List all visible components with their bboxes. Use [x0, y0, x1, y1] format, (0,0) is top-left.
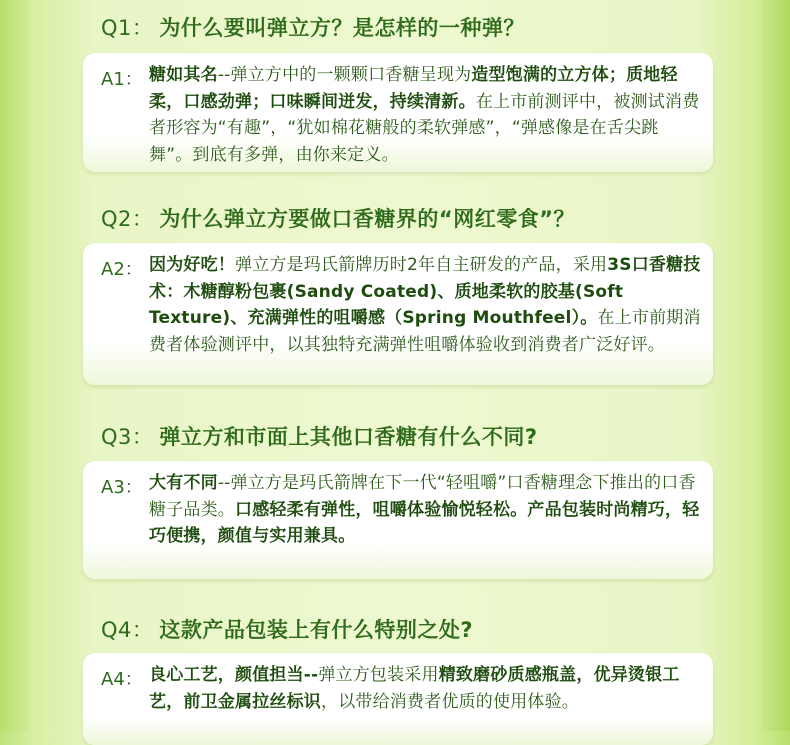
- question-2-number: Q2：: [101, 207, 154, 231]
- question-4-number: Q4：: [101, 618, 154, 642]
- answer-4-label: A4：: [101, 669, 143, 690]
- answer-4-part-2: 弹立方包装采用: [318, 665, 439, 685]
- left-edge-decoration: [0, 0, 28, 731]
- answer-2-part-1: 因为好吃！: [149, 255, 235, 275]
- answer-1-part-3: 造型饱满的立方体；质地轻柔，口感劲弹；口味瞬间迸发，持续清新。: [149, 65, 678, 112]
- answer-4-text: [149, 662, 701, 715]
- answer-2-part-3: 3S口香糖技术：木糖醇粉包裹(Sandy Coated)、质地柔软的胶基(Soft Texture)、充满弹性的咀嚼感（Spring Mouthfeel）。: [149, 255, 701, 328]
- answer-2-part-2: 弹立方是玛氏箭牌历时2年自主研发的产品，采用: [235, 255, 608, 275]
- answer-3-part-1: 大有不同: [149, 473, 218, 493]
- answer-3-card: [83, 461, 713, 579]
- question-1: [101, 12, 525, 42]
- answer-1-text: [149, 62, 701, 168]
- answer-1-card: [83, 53, 713, 172]
- answer-1-label: A1：: [101, 69, 143, 90]
- answer-1-part-1: 糖如其名: [149, 65, 218, 85]
- question-4: [101, 614, 473, 644]
- question-3-number: Q3：: [101, 425, 154, 449]
- question-2-text: 为什么弹立方要做口香糖界的“网红零食”？: [159, 207, 575, 231]
- question-3-text: 弹立方和市面上其他口香糖有什么不同?: [159, 425, 538, 449]
- answer-4-part-1: 良心工艺，颜值担当--: [149, 665, 319, 685]
- answer-2-text: [149, 252, 701, 358]
- answer-3-part-3: 口感轻柔有弹性，咀嚼体验愉悦轻松。产品包装时尚精巧，轻巧便携，颜值与实用兼具。: [149, 499, 700, 546]
- answer-1-part-4: 在上市前测评中，被测试消费者形容为“有趣”，“犹如棉花糖般的柔软弹感”，“弹感像是在舌尖跳舞”。到底有多弹，由你来定义。: [149, 91, 700, 165]
- question-1-number: Q1：: [101, 16, 154, 40]
- answer-2-card: [83, 243, 713, 385]
- question-4-text: 这款产品包装上有什么特别之处?: [159, 618, 474, 642]
- answer-3-label: A3：: [101, 477, 143, 498]
- answer-3-part-2: --弹立方是玛氏箭牌在下一代“轻咀嚼”口香糖理念下推出的口香糖子品类。: [149, 473, 696, 520]
- answer-2-part-4: 在上市前期消费者体验测评中，以其独特充满弹性咀嚼体验收到消费者广泛好评。: [149, 308, 701, 355]
- answer-2-label: A2：: [101, 259, 143, 280]
- right-edge-decoration: [762, 0, 790, 731]
- answer-4-card: [83, 653, 713, 745]
- answer-4-part-3: 精致磨砂质感瓶盖，优异烫银工艺，前卫金属拉丝标识: [149, 665, 680, 712]
- answer-4-part-4: ，以带给消费者优质的使用体验。: [321, 691, 579, 712]
- answer-1-part-2: --弹立方中的一颗颗口香糖呈现为: [217, 65, 472, 85]
- question-1-text: 为什么要叫弹立方？是怎样的一种弹？: [159, 16, 525, 40]
- question-2: [101, 203, 575, 233]
- question-3: [101, 421, 538, 451]
- answer-3-text: [149, 470, 701, 550]
